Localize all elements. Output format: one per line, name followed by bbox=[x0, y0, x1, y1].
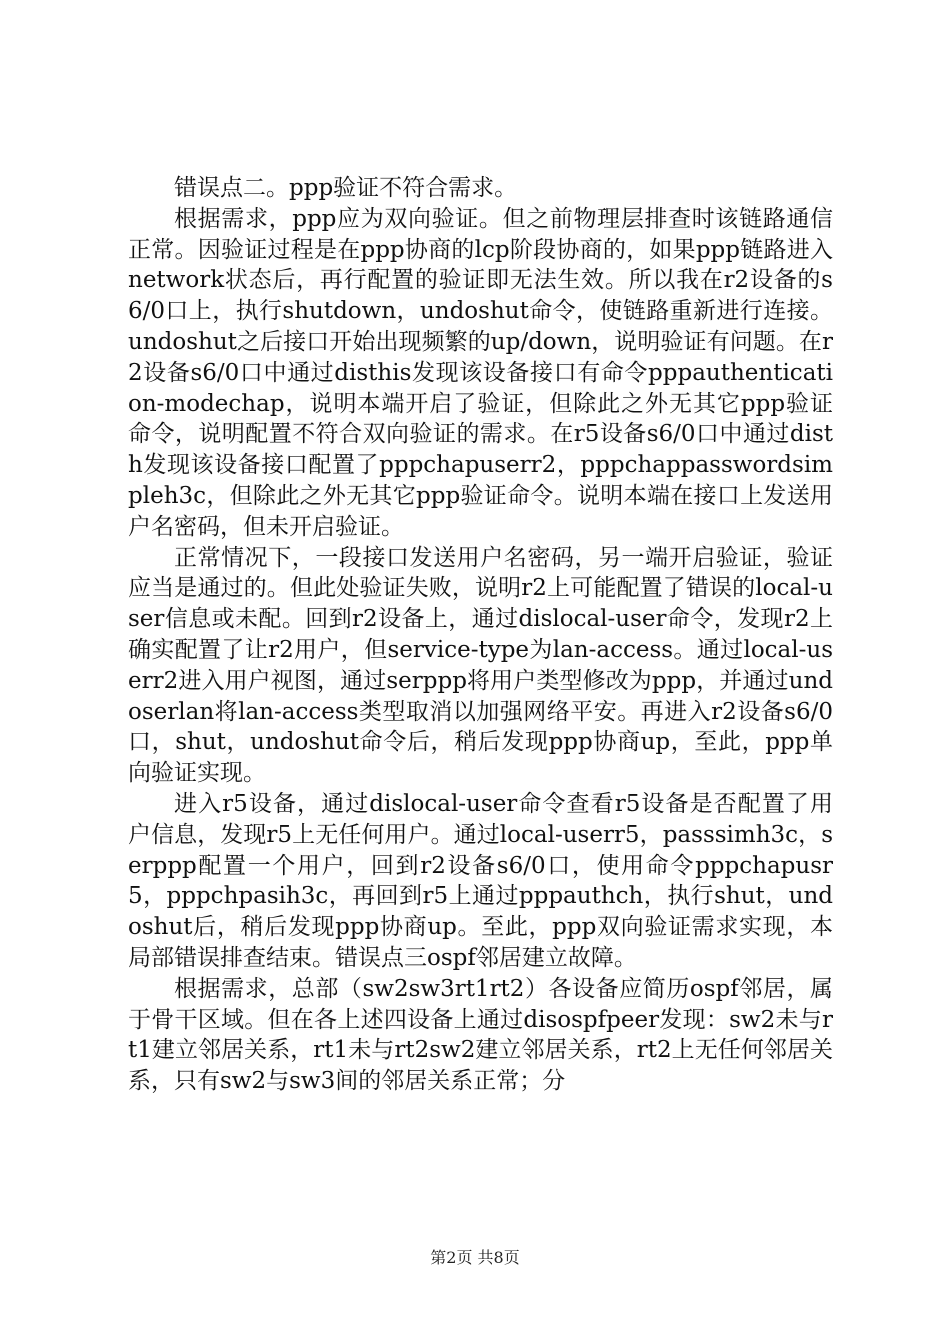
paragraph-2: 根据需求，ppp应为双向验证。但之前物理层排查时该链路通信正常。因验证过程是在ppp协商的lcp阶段协商的，如果ppp链路进入network状态后，再行配置的验证即无法生效。所以我在r2设备的s6/0口上，执行shutdown，undoshut命令，使链路重新进行连接。undoshut之后接口开始出现频繁的up/down，说明验证有问题。在r2设备s6/0口中通过disthis发现该设备接口有命令pppauthentication-modechap，说明本端开启了验证，但除此之外无其它ppp验证命令，说明配置不符合双向验证的需求。在r5设备s6/0口中通过disth发现该设备接口配置了pppchapuserr2，pppchappasswordsimpleh3c，但除此之外无其它ppp验证命令。说明本端在接口上发送用户名密码，但未开启验证。 bbox=[128, 205, 833, 540]
paragraph-1: 错误点二。ppp验证不符合需求。 bbox=[174, 175, 518, 201]
page-footer: 第2页 共8页 bbox=[430, 1248, 520, 1267]
document-body bbox=[128, 173, 833, 1097]
paragraph-4: 进入r5设备，通过dislocal-user命令查看r5设备是否配置了用户信息，发现r5上无任何用户。通过local-userr5，passsimh3c，serppp配置一个用户，回到r2设备s6/0口，使用命令pppchapusr5，pppchpasih3c，再回到r5上通过pppauthch，执行shut，undoshut后，稍后发现ppp协商up。至此，ppp双向验证需求实现，本局部错误排查结束。错误点三ospf邻居建立故障。 bbox=[128, 790, 833, 971]
paragraph-3: 正常情况下，一段接口发送用户名密码，另一端开启验证，验证应当是通过的。但此处验证失败，说明r2上可能配置了错误的local-user信息或未配。回到r2设备上，通过dislocal-user命令，发现r2上确实配置了让r2用户，但service-type为lan-access。通过local-userr2进入用户视图，通过serppp将用户类型修改为ppp，并通过undoserlan将lan-access类型取消以加强网络平安。再进入r2设备s6/0口，shut，undoshut命令后，稍后发现ppp协商up，至此，ppp单向验证实现。 bbox=[128, 544, 833, 787]
paragraph-5: 根据需求，总部（sw2sw3rt1rt2）各设备应简历ospf邻居，属于骨干区域。但在各上述四设备上通过disospfpeer发现：sw2未与rt1建立邻居关系，rt1未与rt2sw2建立邻居关系，rt2上无任何邻居关系，只有sw2与sw3间的邻居关系正常；分 bbox=[128, 975, 833, 1095]
